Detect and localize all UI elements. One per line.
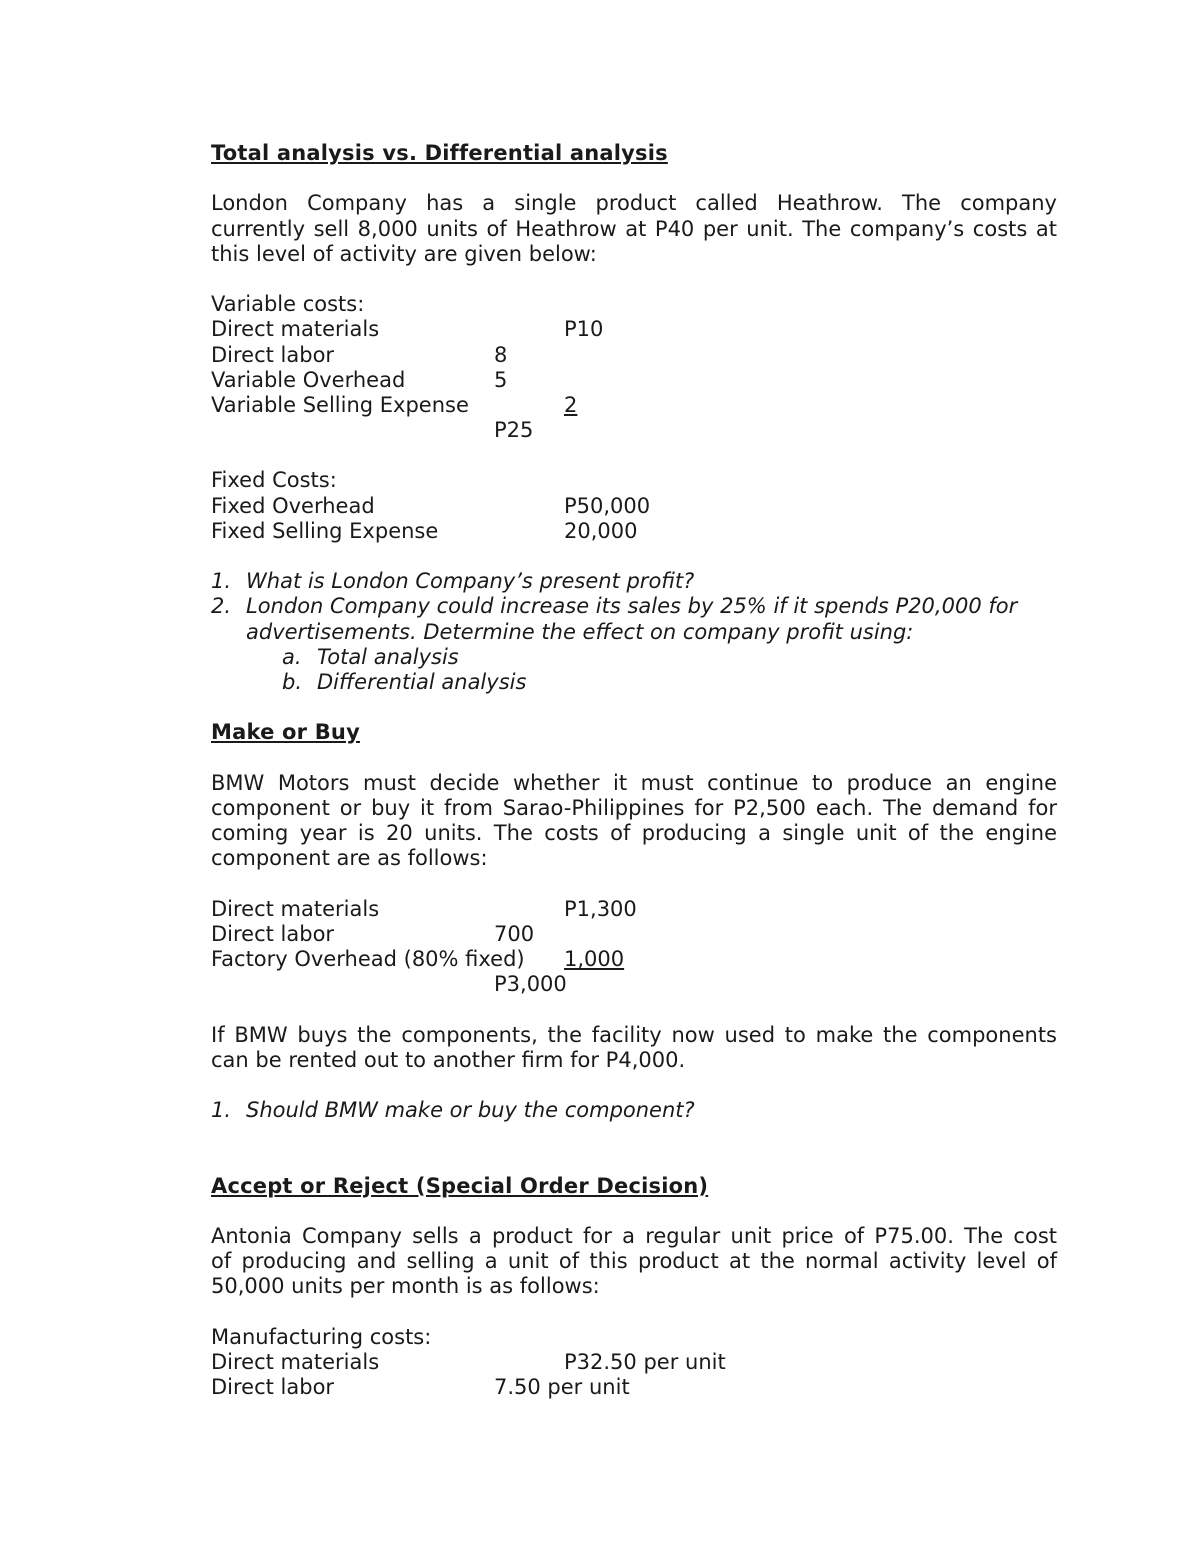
paragraph-line: component are as follows: [211, 846, 488, 871]
cost-label: Factory Overhead (80% fixed) [211, 947, 525, 971]
cost-label: Fixed Overhead [211, 493, 375, 518]
paragraph-line: If BMW buys the components, the facility now used to make the components [211, 1022, 1057, 1047]
cost-total-row [211, 418, 1057, 443]
cost-row [211, 947, 1057, 972]
cost-label: Direct labor [211, 1375, 335, 1400]
heading-total-vs-differential: Total analysis vs. Differential analysis [211, 141, 668, 165]
cost-value: P50,000 [564, 493, 651, 518]
cost-value: 700 [494, 921, 535, 946]
question-continuation [211, 620, 1057, 645]
cost-value: 1,000 [564, 947, 625, 971]
paragraph-line: component or buy it from Sarao-Philippines for P2,500 each. The demand for [211, 795, 1057, 820]
paragraph-line: BMW Motors must decide whether it must continue to produce an engine [211, 770, 1057, 795]
cost-total-row [211, 972, 1057, 997]
cost-label: Direct labor [211, 921, 335, 946]
cost-row [211, 317, 1057, 342]
paragraph-antonia [211, 1224, 1057, 1300]
cost-label: Direct materials [211, 317, 380, 342]
paragraph-line: currently sell 8,000 units of Heathrow at P40 per unit. The company’s costs at [211, 216, 1057, 241]
cost-row [211, 494, 1057, 519]
question-item [211, 569, 1057, 594]
sub-item [211, 645, 1057, 670]
paragraph-line: of producing and selling a unit of this product at the normal activity level of [211, 1249, 1057, 1274]
heading-accept-or-reject: Accept or Reject (Special Order Decision) [211, 1173, 709, 1198]
cost-row [211, 343, 1057, 368]
cost-row [211, 897, 1057, 922]
question-text: Should BMW make or buy the component? [246, 1098, 695, 1123]
cost-label: Fixed Selling Expense [211, 518, 439, 543]
heading-make-or-buy: Make or Buy [211, 720, 360, 745]
question-text: What is London Company’s present profit? [246, 569, 695, 594]
question-number: 1. [211, 1098, 232, 1123]
paragraph-line: Antonia Company sells a product for a regular unit price of P75.00. The cost [211, 1224, 1057, 1249]
cost-value: 7.50 per unit [494, 1375, 630, 1400]
cost-total: P3,000 [494, 972, 567, 997]
sub-item-text: Total analysis [317, 644, 459, 669]
cost-value: 5 [494, 367, 508, 392]
cost-value: P10 [564, 317, 604, 342]
fixed-costs-label: Fixed Costs: [211, 468, 337, 493]
section-heading [211, 1174, 1057, 1199]
cost-row [211, 393, 1057, 418]
section-heading [211, 720, 1057, 745]
cost-row [211, 519, 1057, 544]
question-item [211, 594, 1057, 619]
cost-value: 8 [494, 342, 508, 367]
cost-row [211, 368, 1057, 393]
cost-label: Variable Selling Expense [211, 392, 469, 417]
paragraph-line: London Company has a single product called Heathrow. The company [211, 191, 1057, 216]
paragraph-bmw [211, 771, 1057, 872]
paragraph-line: can be rented out to another firm for P4,000. [211, 1047, 686, 1072]
cost-row [211, 1350, 1057, 1375]
sub-item [211, 670, 1057, 695]
manufacturing-costs-label: Manufacturing costs: [211, 1324, 432, 1349]
question-text: advertisements. Determine the effect on company profit using: [246, 619, 914, 644]
cost-value: 2 [564, 392, 578, 417]
cost-label: Direct materials [211, 896, 380, 921]
question-text: London Company could increase its sales by 25% if it spends P20,000 for [246, 594, 1018, 619]
cost-label: Variable Overhead [211, 367, 406, 392]
cost-row [211, 1375, 1057, 1400]
cost-value: P32.50 per unit [564, 1350, 726, 1374]
section-heading [211, 141, 1057, 166]
question-item [211, 1098, 1057, 1123]
cost-value: 20,000 [564, 518, 638, 543]
paragraph-line: coming year is 20 units. The costs of producing a single unit of the engine [211, 821, 1057, 846]
sub-item-letter: b. [282, 669, 303, 694]
paragraph-line: 50,000 units per month is as follows: [211, 1274, 600, 1299]
sub-item-letter: a. [282, 644, 302, 669]
cost-value: P1,300 [564, 896, 637, 921]
paragraph-line: this level of activity are given below: [211, 241, 597, 266]
variable-costs-label: Variable costs: [211, 292, 365, 317]
question-number: 2. [211, 594, 232, 619]
cost-total: P25 [494, 418, 534, 443]
document-content [211, 141, 1057, 1400]
paragraph-london-company [211, 191, 1057, 267]
question-number: 1. [211, 569, 232, 594]
cost-label: Direct materials [211, 1350, 380, 1374]
paragraph-bmw-rent [211, 1023, 1057, 1073]
cost-label: Direct labor [211, 342, 335, 367]
cost-row [211, 922, 1057, 947]
sub-item-text: Differential analysis [317, 669, 527, 694]
